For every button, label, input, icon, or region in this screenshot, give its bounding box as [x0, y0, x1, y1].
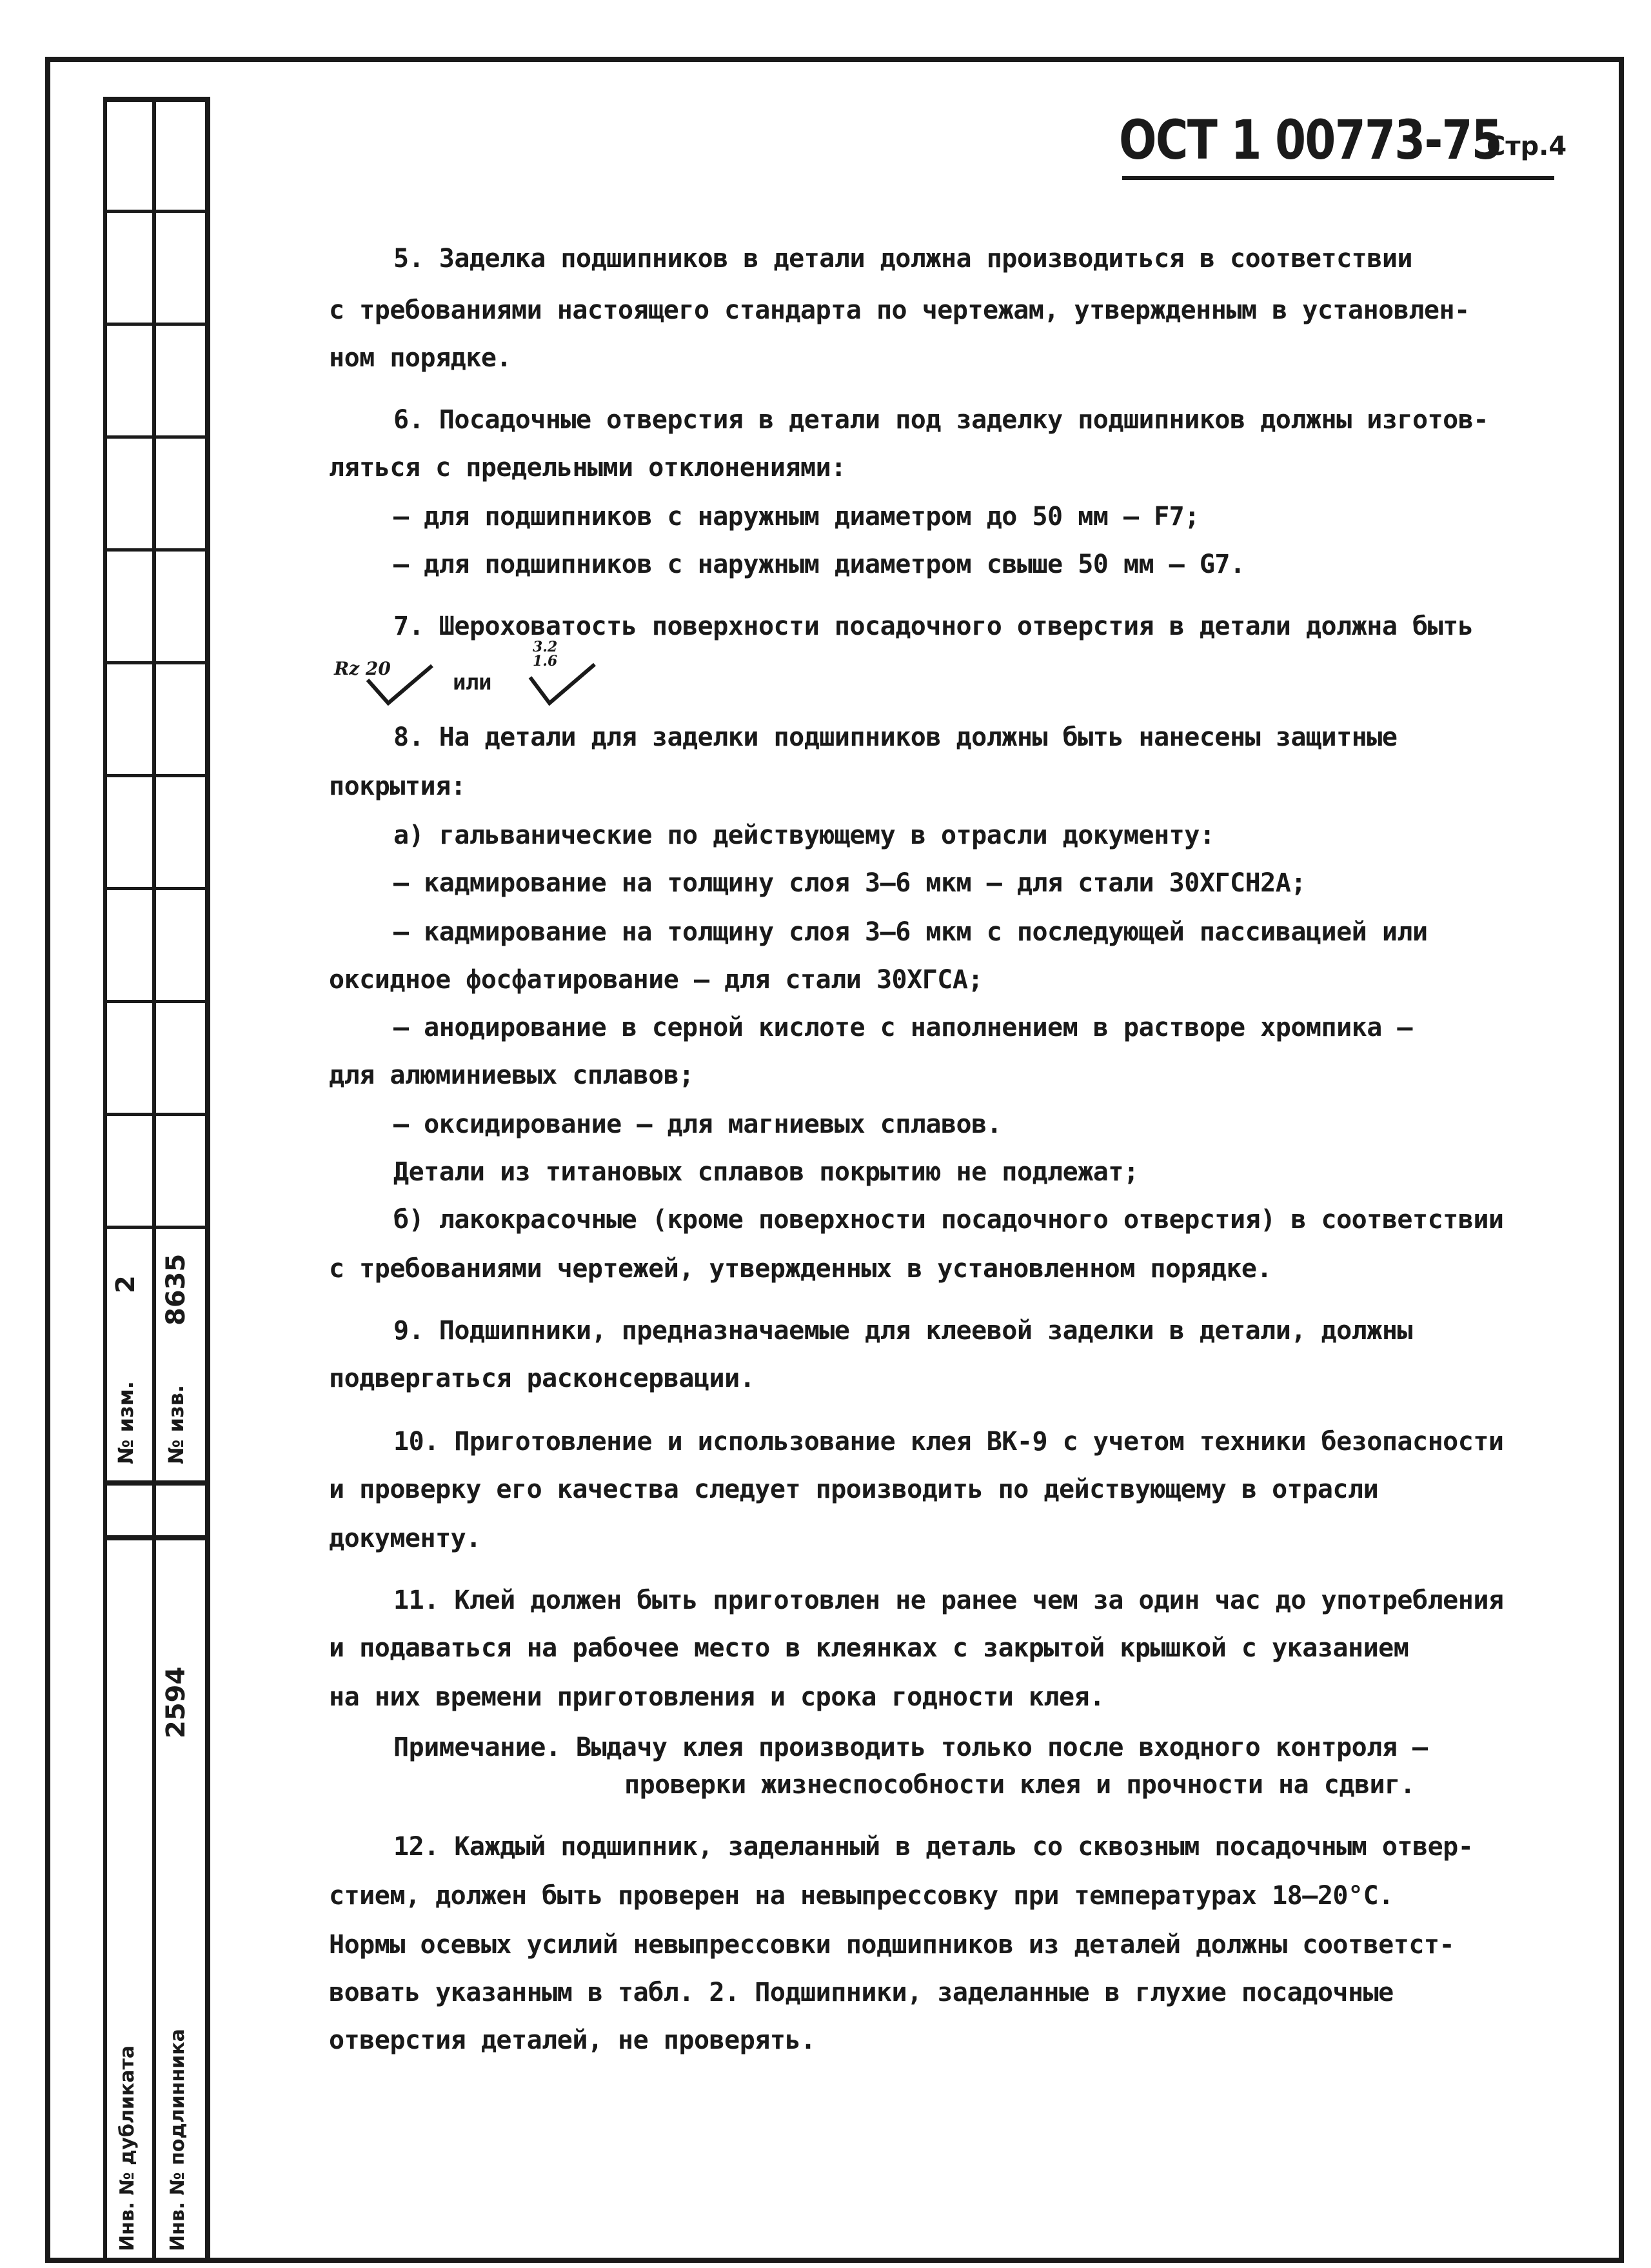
stamp-row-line: [103, 661, 205, 664]
stamp-row-line: [103, 435, 205, 439]
body-line: 12. Каждый подшипник, заделанный в деталь со сквозным посадочным отвер-: [393, 1832, 1474, 1862]
body-line: Нормы осевых усилий невыпрессовки подшипников из деталей должны соответст-: [329, 1930, 1455, 1960]
page-number: Стр.4: [1487, 132, 1567, 161]
body-line: – анодирование в серной кислоте с наполнением в растворе хромпика –: [393, 1013, 1412, 1042]
content-border-line: [205, 97, 210, 2262]
body-line: с требованиями настоящего стандарта по чертежам, утвержденным в установлен-: [329, 295, 1470, 325]
body-line: и проверку его качества следует производить по действующему в отрасли: [329, 1475, 1379, 1504]
body-line: 8. На детали для заделки подшипников должны быть нанесены защитные: [393, 722, 1398, 752]
stamp-rev-label: № изм.: [114, 1381, 138, 1464]
body-line: б) лакокрасочные (кроме поверхности посадочного отверстия) в соответствии: [393, 1205, 1504, 1235]
stamp-column-line: [152, 97, 156, 2262]
body-line: оксидное фосфатирование – для стали 30ХГСА;: [329, 965, 984, 995]
stamp-notice-label: № изв.: [164, 1384, 188, 1464]
roughness-or-word: или: [453, 670, 491, 695]
body-line: ном порядке.: [329, 343, 511, 373]
body-line: – для подшипников с наружным диаметром до 50 мм – F7;: [393, 502, 1200, 532]
stamp-row-line: [103, 1000, 205, 1003]
body-line: – кадмирование на толщину слоя 3–6 мкм – для стали 30ХГСН2А;: [393, 868, 1306, 898]
body-line: 6. Посадочные отверстия в детали под заделку подшипников должны изготов-: [393, 405, 1488, 435]
document-code: ОСТ 1 00773-75: [1119, 108, 1502, 172]
body-line: стием, должен быть проверен на невыпрессовку при температурах 18–20°С.: [329, 1881, 1394, 1911]
body-line: с требованиями чертежей, утвержденных в установленном порядке.: [329, 1254, 1272, 1284]
roughness-ra-label: 3.2 1.6: [533, 639, 558, 670]
body-line: и подаваться на рабочее место в клеянках с закрытой крышкой с указанием: [329, 1633, 1409, 1663]
stamp-row-line: [103, 887, 205, 890]
stamp-original-inventory: 2594: [161, 1666, 191, 1738]
body-line: отверстия деталей, не проверять.: [329, 2025, 816, 2055]
stamp-row-line: [103, 1535, 205, 1540]
stamp-row-line: [103, 1226, 205, 1229]
body-line: – кадмирование на толщину слоя 3–6 мкм с последующей пассивацией или: [393, 917, 1428, 947]
body-line: Детали из титановых сплавов покрытию не подлежат;: [393, 1157, 1139, 1187]
body-line: – оксидирование – для магниевых сплавов.: [393, 1109, 1002, 1139]
roughness-check-icon: [528, 662, 598, 708]
body-line: для алюминиевых сплавов;: [329, 1060, 694, 1090]
stamp-notice-number: 8635: [161, 1253, 191, 1326]
stamp-row-line: [103, 774, 205, 777]
body-line: документу.: [329, 1524, 481, 1553]
note-line: Примечание. Выдачу клея производить только после входного контроля –: [393, 1733, 1428, 1762]
roughness-check-icon: [365, 663, 436, 708]
note-line: проверки жизнеспособности клея и прочности на сдвиг.: [624, 1770, 1416, 1800]
body-line: 9. Подшипники, предназначаемые для клеевой заделки в детали, должны: [393, 1316, 1412, 1346]
body-line: 10. Приготовление и использование клея ВК-9 с учетом техники безопасности: [393, 1427, 1504, 1457]
body-line: подвергаться расконсервации.: [329, 1364, 755, 1393]
stamp-row-line: [103, 1480, 205, 1486]
stamp-duplicate-label: Инв. № дубликата: [116, 2045, 139, 2251]
stamp-row-line: [103, 323, 205, 326]
stamp-column-line: [103, 97, 107, 2262]
body-line: 7. Шероховатость поверхности посадочного отверстия в детали должна быть: [393, 612, 1474, 641]
body-line: ляться с предельными отклонениями:: [329, 453, 846, 482]
body-line: на них времени приготовления и срока годности клея.: [329, 1682, 1105, 1712]
body-line: 5. Заделка подшипников в детали должна производиться в соответствии: [393, 244, 1412, 274]
roughness-rz-label: Rz 20: [334, 658, 391, 679]
stamp-row-line: [103, 548, 205, 552]
header-rule: [1122, 176, 1554, 180]
stamp-rev-number: 2: [111, 1275, 141, 1293]
body-line: 11. Клей должен быть приготовлен не ранее чем за один час до употребления: [393, 1586, 1504, 1615]
body-line: – для подшипников с наружным диаметром свыше 50 мм – G7.: [393, 550, 1245, 579]
stamp-row-line: [103, 1113, 205, 1116]
stamp-row-line: [103, 210, 205, 213]
body-line: вовать указанным в табл. 2. Подшипники, заделанные в глухие посадочные: [329, 1978, 1394, 2007]
stamp-original-label: Инв. № подлинника: [166, 2029, 189, 2251]
body-line: покрытия:: [329, 771, 466, 801]
body-line: а) гальванические по действующему в отрасли документу:: [393, 821, 1215, 850]
